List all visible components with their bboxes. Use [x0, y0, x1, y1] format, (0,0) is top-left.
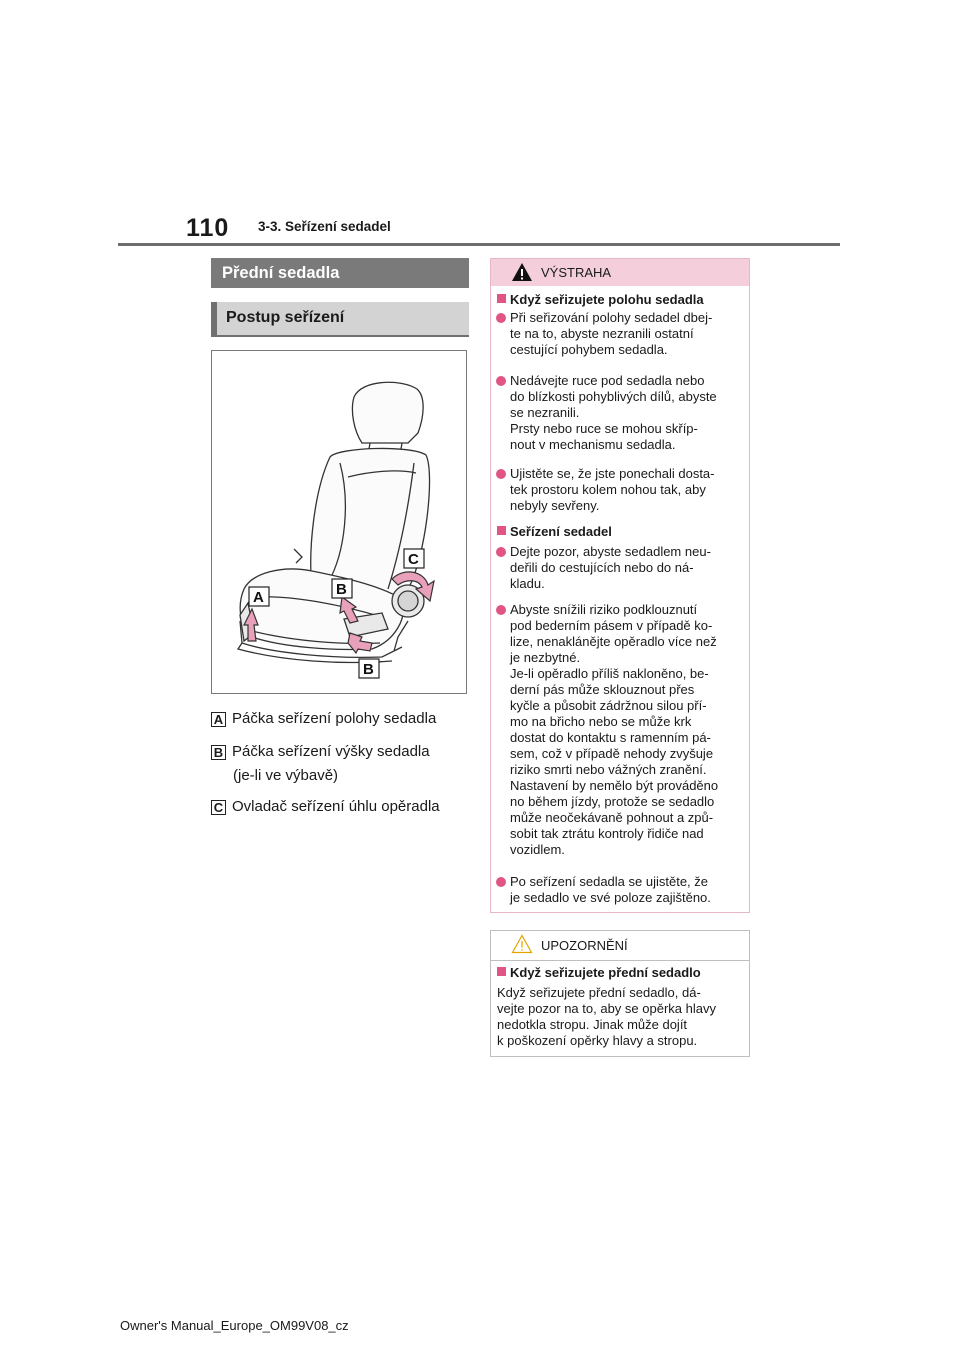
warning-heading-adjust: Seřízení sedadel: [497, 524, 612, 540]
caution-triangle-icon: [511, 934, 533, 954]
warning-b2-l4: Prsty nebo ruce se mohou skříp-: [510, 421, 698, 436]
warning-b5-l1: Abyste snížili riziko podklouznutí: [510, 602, 698, 617]
warning-b5-l14: může neočekávaně pohnout a způ-: [510, 810, 714, 825]
notice-l1: Když seřizujete přední sedadlo, dá-: [497, 985, 701, 1000]
square-bullet-icon: [497, 526, 506, 535]
warning-b2-l5: nout v mechanismu sedadla.: [510, 437, 676, 452]
subsection-rule: [211, 335, 469, 337]
warning-b5-l5: Je-li opěradlo příliš nakloněno, be-: [510, 666, 709, 681]
notice-l2: vejte pozor na to, aby se opěrka hlavy: [497, 1001, 716, 1016]
bullet-dot-icon: [496, 313, 506, 323]
notice-l4: k poškození opěrky hlavy a stropu.: [497, 1033, 698, 1048]
warning-b1-l2: te na to, abyste nezranili ostatní: [510, 326, 694, 341]
callout-b-lower: B: [363, 661, 374, 678]
notice-box: [490, 930, 750, 1057]
seat-illustration: [212, 351, 466, 693]
legend-item-c: [211, 798, 440, 815]
warning-b3-l2: tek prostoru kolem nohou tak, aby: [510, 482, 706, 497]
warning-b5-l6: derní pás může sklouznout přes: [510, 682, 695, 697]
legend-text: Páčka seřízení polohy sedadla: [232, 710, 437, 727]
warning-b4-l2: deřili do cestujících nebo do ná-: [510, 560, 694, 575]
warning-b5-l13: no během jízdy, protože se sedadlo: [510, 794, 715, 809]
warning-b2-l3: se nezranili.: [510, 405, 580, 420]
legend-text: Páčka seřízení výšky sedadla: [232, 743, 430, 760]
warning-title: VÝSTRAHA: [541, 265, 612, 280]
callout-b-upper: B: [336, 581, 347, 598]
notice-l3: nedotkla stropu. Jinak může dojít: [497, 1017, 688, 1032]
chapter-title: 3-3. Seřízení sedadel: [258, 219, 391, 234]
square-bullet-icon: [497, 967, 506, 976]
legend-item-a: [211, 710, 436, 727]
warning-b1-l3: cestující pohybem sedadla.: [510, 342, 668, 357]
section-title: Přední sedadla: [211, 258, 469, 288]
legend-letter: B: [211, 745, 226, 760]
warning-b5-l8: mo na břicho nebo se může krk: [510, 714, 692, 729]
footer-text: Owner's Manual_Europe_OM99V08_cz: [120, 1318, 349, 1333]
warning-b5-l9: dostat do kontaktu s ramenním pá-: [510, 730, 711, 745]
warning-b5-l2: pod bederním pásem v případě ko-: [510, 618, 713, 633]
bullet-dot-icon: [496, 877, 506, 887]
warning-b5-l3: lize, nenaklánějte opěradlo více než: [510, 634, 717, 649]
warning-b5-l10: sem, což v případě nehody zvyšuje: [510, 746, 714, 761]
bullet-dot-icon: [496, 376, 506, 386]
callout-a: A: [253, 589, 264, 606]
warning-b5-l4: je nezbytné.: [510, 650, 581, 665]
notice-header: [491, 931, 749, 958]
warning-heading-position: Když seřizujete polohu sedadla: [497, 292, 704, 308]
callout-c: C: [408, 551, 419, 568]
warning-b5-l12: Nastavení by nemělo být prováděno: [510, 778, 719, 793]
warning-b3-l1: Ujistěte se, že jste ponechali dosta-: [510, 466, 715, 481]
legend-text-b-continued: (je-li ve výbavě): [233, 767, 339, 784]
warning-b3-l3: nebyly sevřeny.: [510, 498, 600, 513]
notice-title: UPOZORNĚNÍ: [541, 938, 628, 953]
warning-b5-l16: vozidlem.: [510, 842, 565, 857]
header-rule: [118, 243, 840, 246]
legend-letter: A: [211, 712, 226, 727]
seat-figure: [211, 350, 467, 694]
legend-letter: C: [211, 800, 226, 815]
notice-rule: [491, 960, 749, 961]
legend-text: Ovladač seřízení úhlu opěradla: [232, 798, 440, 815]
bullet-dot-icon: [496, 469, 506, 479]
warning-b5-l15: sobit tak ztrátu kontroly řidiče nad: [510, 826, 704, 841]
warning-b6-l2: je sedadlo ve své poloze zajištěno.: [510, 890, 711, 905]
warning-b4-l3: kladu.: [510, 576, 545, 591]
legend-item-b: [211, 743, 430, 760]
notice-heading: Když seřizujete přední sedadlo: [497, 965, 701, 981]
bullet-dot-icon: [496, 605, 506, 615]
warning-box: [490, 258, 750, 913]
warning-b2-l2: do blízkosti pohyblivých dílů, abyste: [510, 389, 717, 404]
warning-triangle-icon: [511, 262, 533, 282]
warning-header: [491, 259, 749, 286]
page-number: 110: [186, 214, 230, 242]
warning-b4-l1: Dejte pozor, abyste sedadlem neu-: [510, 544, 711, 559]
square-bullet-icon: [497, 294, 506, 303]
bullet-dot-icon: [496, 547, 506, 557]
subsection-title: Postup seřízení: [211, 302, 469, 335]
warning-b2-l1: Nedávejte ruce pod sedadla nebo: [510, 373, 705, 388]
warning-b6-l1: Po seřízení sedadla se ujistěte, že: [510, 874, 709, 889]
warning-b5-l11: riziko smrti nebo vážných zranění.: [510, 762, 707, 777]
warning-b5-l7: kyčle a působit zádržnou silou pří-: [510, 698, 707, 713]
warning-b1-l1: Při seřizování polohy sedadel dbej-: [510, 310, 713, 325]
